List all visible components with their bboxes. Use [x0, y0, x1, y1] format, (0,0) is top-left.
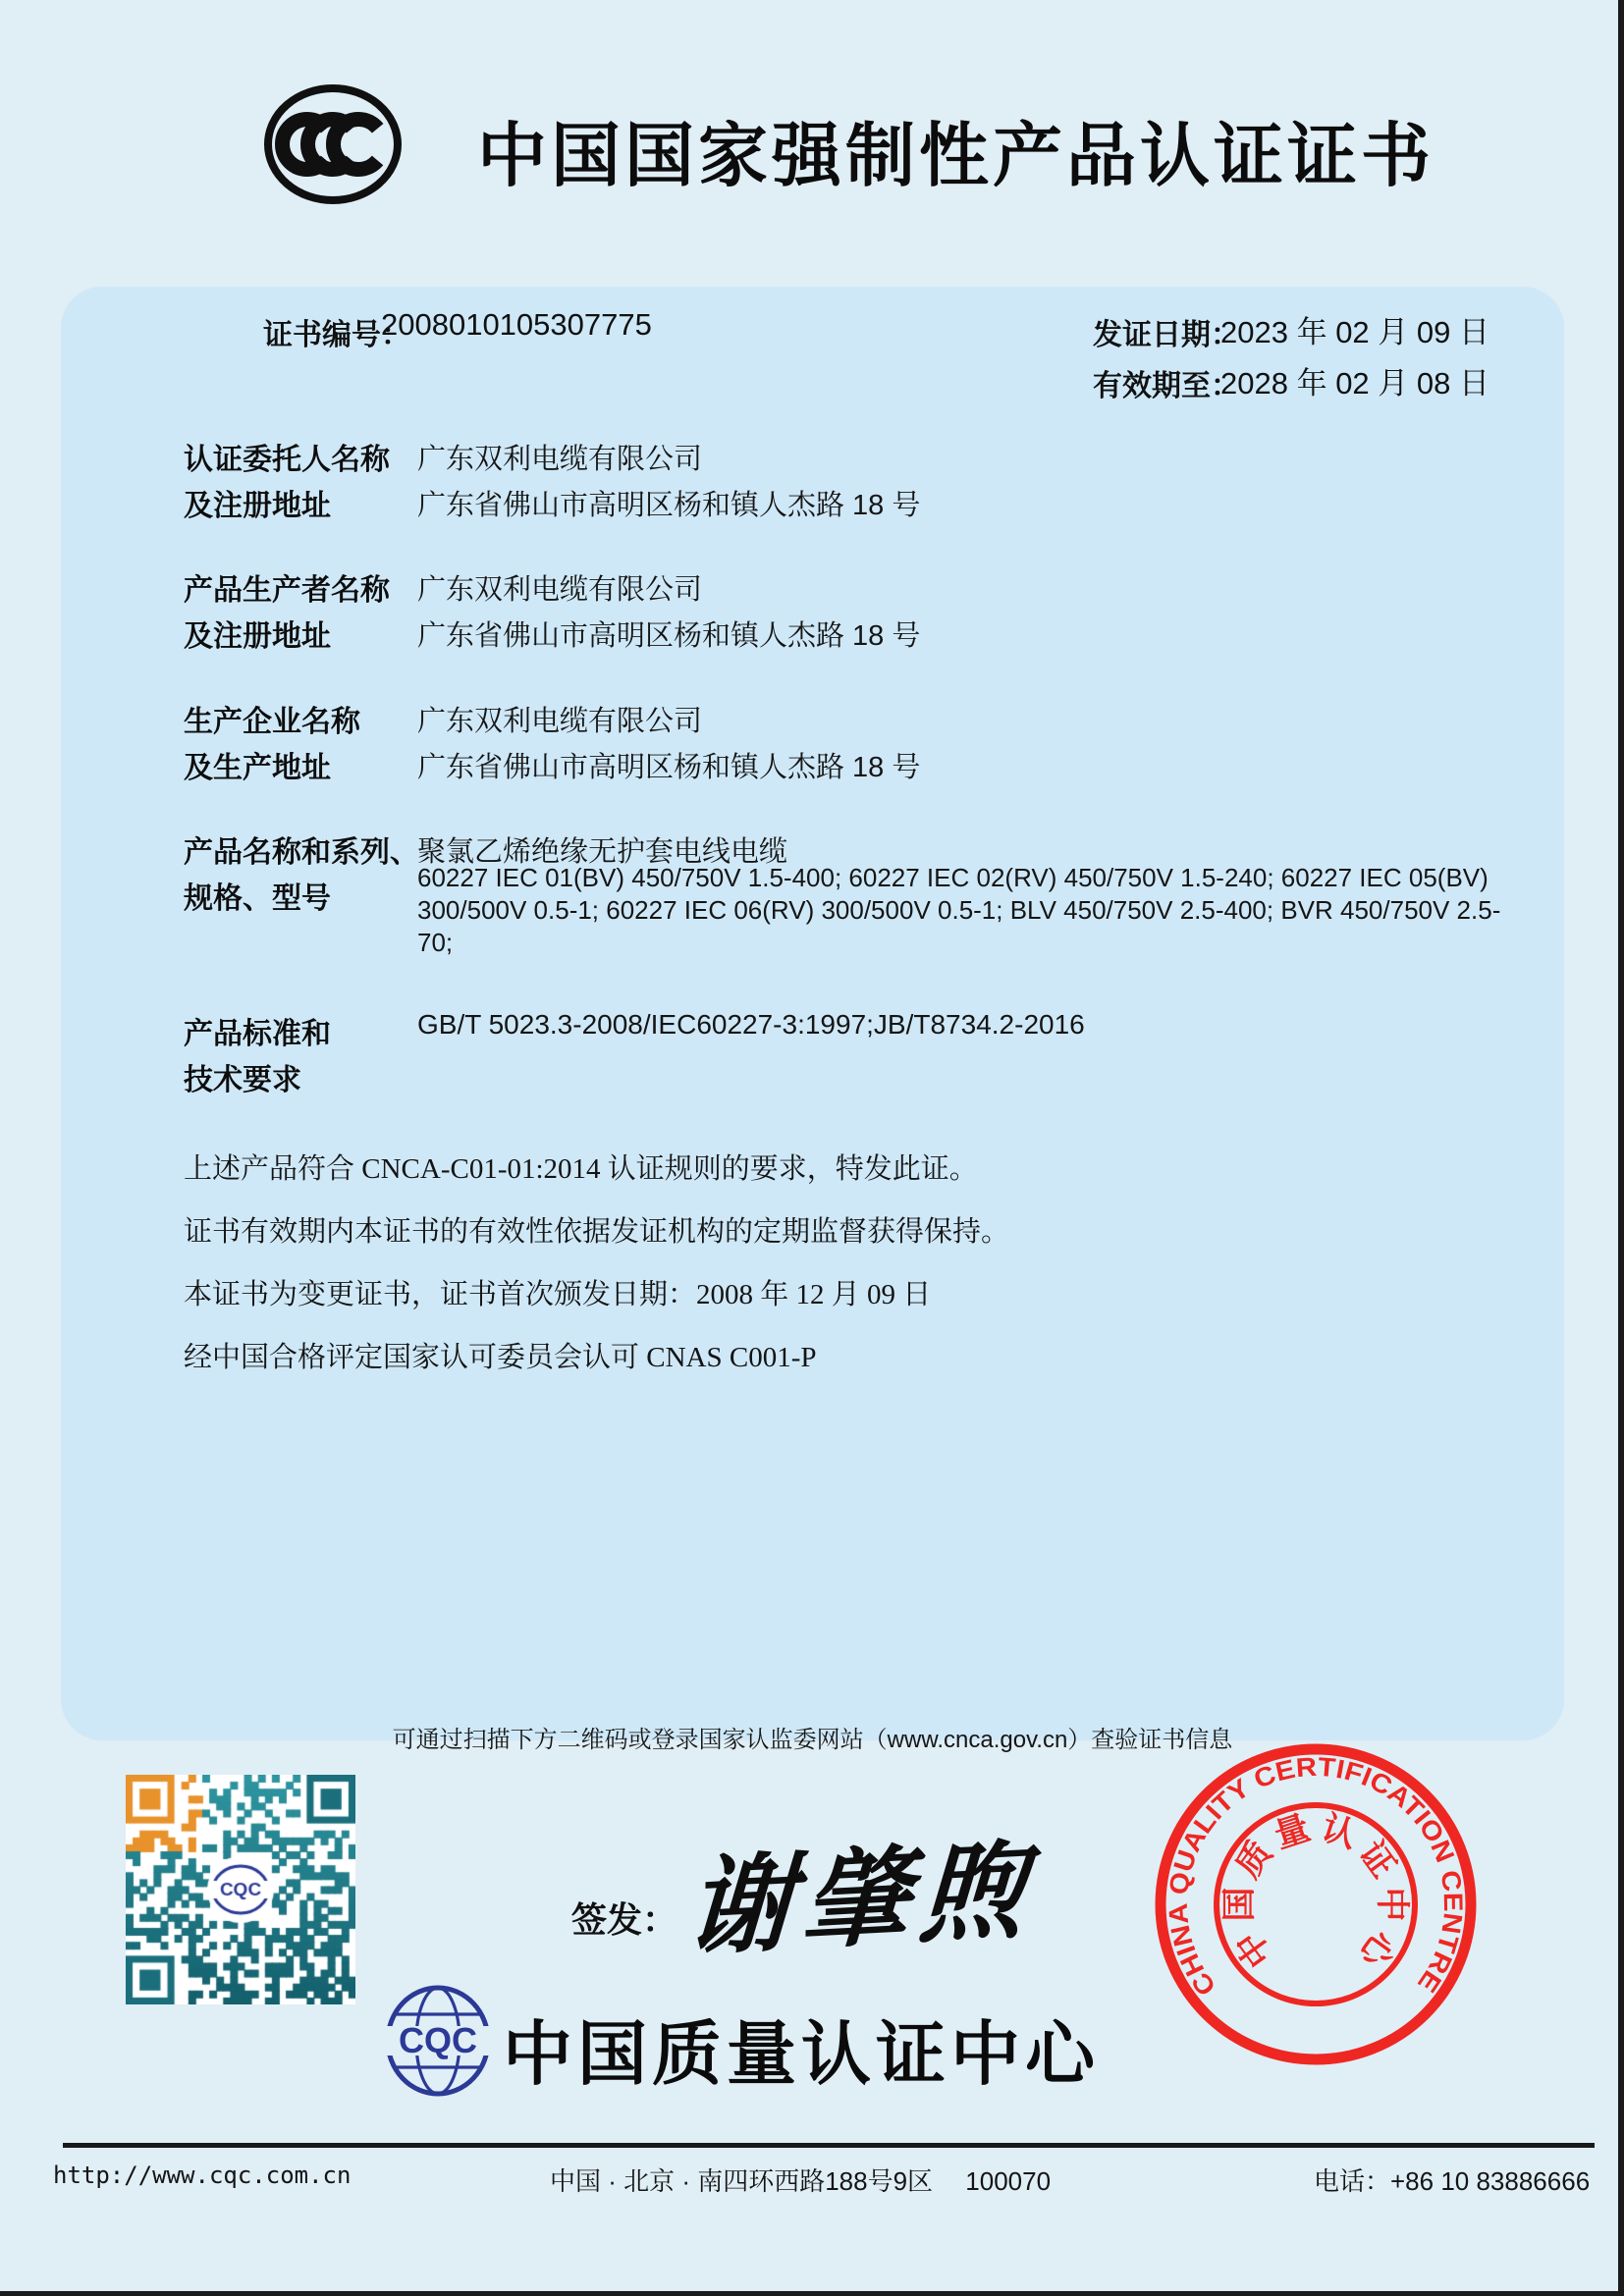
stamp-ring-text: CHINA QUALITY CERTIFICATION CENTRE: [1163, 1751, 1469, 2002]
footer-phone: 电话：+86 10 83886666: [1314, 2166, 1591, 2196]
issue-date-label: 发证日期：: [1093, 319, 1240, 351]
cqc-globe-icon: [383, 1983, 493, 2099]
footer-address: 中国 · 北京 · 南四环西路188号9区 100070: [550, 2166, 1052, 2196]
stamp-char: 中: [1373, 1887, 1411, 1922]
product-name-value: 聚氯乙烯绝缘无护套电线电缆: [417, 836, 788, 868]
applicant-address-label: 及注册地址: [184, 490, 331, 522]
factory-address-value: 广东省佛山市高明区杨和镇人杰路 18 号: [417, 752, 921, 783]
product-name-label-line1: 产品名称和系列、: [184, 836, 419, 869]
page-edge-right: [1618, 0, 1624, 2296]
footer-url: http://www.cqc.com.cn: [53, 2162, 352, 2189]
stamp-char: 心: [1351, 1923, 1403, 1975]
factory-name-value: 广东双利电缆有限公司: [417, 706, 703, 737]
footer-divider: [63, 2143, 1595, 2148]
cqc-center-name: 中国质量认证中心: [503, 2016, 1101, 2094]
manufacturer-address-label: 及注册地址: [184, 620, 331, 653]
stamp-char: 量: [1270, 1808, 1315, 1856]
applicant-name-label: 认证委托人名称: [184, 444, 390, 476]
sign-label: 签发：: [571, 1900, 678, 1940]
statement-line: 证书有效期内本证书的有效性依据发证机构的定期监督获得保持。: [184, 1216, 1010, 1248]
factory-name-label: 生产企业名称: [184, 706, 360, 738]
page-edge-bottom: [0, 2291, 1624, 2296]
stamp-char: 国: [1220, 1887, 1259, 1922]
statement-line: 经中国合格评定国家认可委员会认可 CNAS C001-P: [184, 1342, 817, 1373]
statement-line: 上述产品符合 CNCA-C01-01:2014 认证规则的要求，特发此证。: [184, 1153, 978, 1185]
ccc-logo-icon: [261, 80, 405, 208]
stamp-char: 中: [1228, 1923, 1280, 1975]
standard-value: GB/T 5023.3-2008/IEC60227-3:1997;JB/T8734.2-2016: [417, 1009, 1085, 1040]
product-name-label-line2: 规格、型号: [184, 882, 331, 915]
cert-number-value: 2008010105307775: [381, 307, 652, 342]
cert-number-label: 证书编号：: [263, 319, 410, 351]
verification-note: 可通过扫描下方二维码或登录国家认监委网站（www.cnca.gov.cn）查验证书信息: [392, 1727, 1233, 1753]
expiry-date-label: 有效期至：: [1093, 370, 1240, 402]
expiry-date-value: 2028 年 02 月 08 日: [1220, 366, 1489, 400]
stamp-char: 质: [1228, 1834, 1280, 1886]
qr-code: [126, 1775, 355, 2004]
signature-handwriting: 谢肇煦: [683, 1828, 1038, 1971]
standard-label-line2: 技术要求: [184, 1064, 301, 1096]
red-stamp: [1151, 1739, 1481, 2069]
stamp-char: 认: [1317, 1808, 1362, 1856]
cqc-logo-letters: CQC: [399, 2020, 477, 2060]
applicant-address-value: 广东省佛山市高明区杨和镇人杰路 18 号: [417, 490, 921, 521]
manufacturer-address-value: 广东省佛山市高明区杨和镇人杰路 18 号: [417, 620, 921, 652]
manufacturer-name-value: 广东双利电缆有限公司: [417, 574, 703, 606]
manufacturer-name-label: 产品生产者名称: [184, 574, 390, 607]
stamp-char: 证: [1351, 1834, 1403, 1886]
document-title: 中国国家强制性产品认证证书: [477, 118, 1435, 195]
statement-line: 本证书为变更证书，证书首次颁发日期：2008 年 12 月 09 日: [184, 1279, 932, 1310]
issue-date-value: 2023 年 02 月 09 日: [1220, 315, 1489, 349]
factory-address-label: 及生产地址: [184, 752, 331, 784]
standard-label-line1: 产品标准和: [184, 1018, 331, 1050]
applicant-name-value: 广东双利电缆有限公司: [417, 444, 703, 475]
product-spec-value: 60227 IEC 01(BV) 450/750V 1.5-400; 60227 IEC 02(RV) 450/750V 1.5-240; 60227 IEC 05(BV) 300/500V 0.5-1; 60227 IEC 06(RV) 300/500V 0.5-1; BLV 450/750V 2.5-400; BVR 450/750V 2.5-70;: [417, 863, 1501, 957]
